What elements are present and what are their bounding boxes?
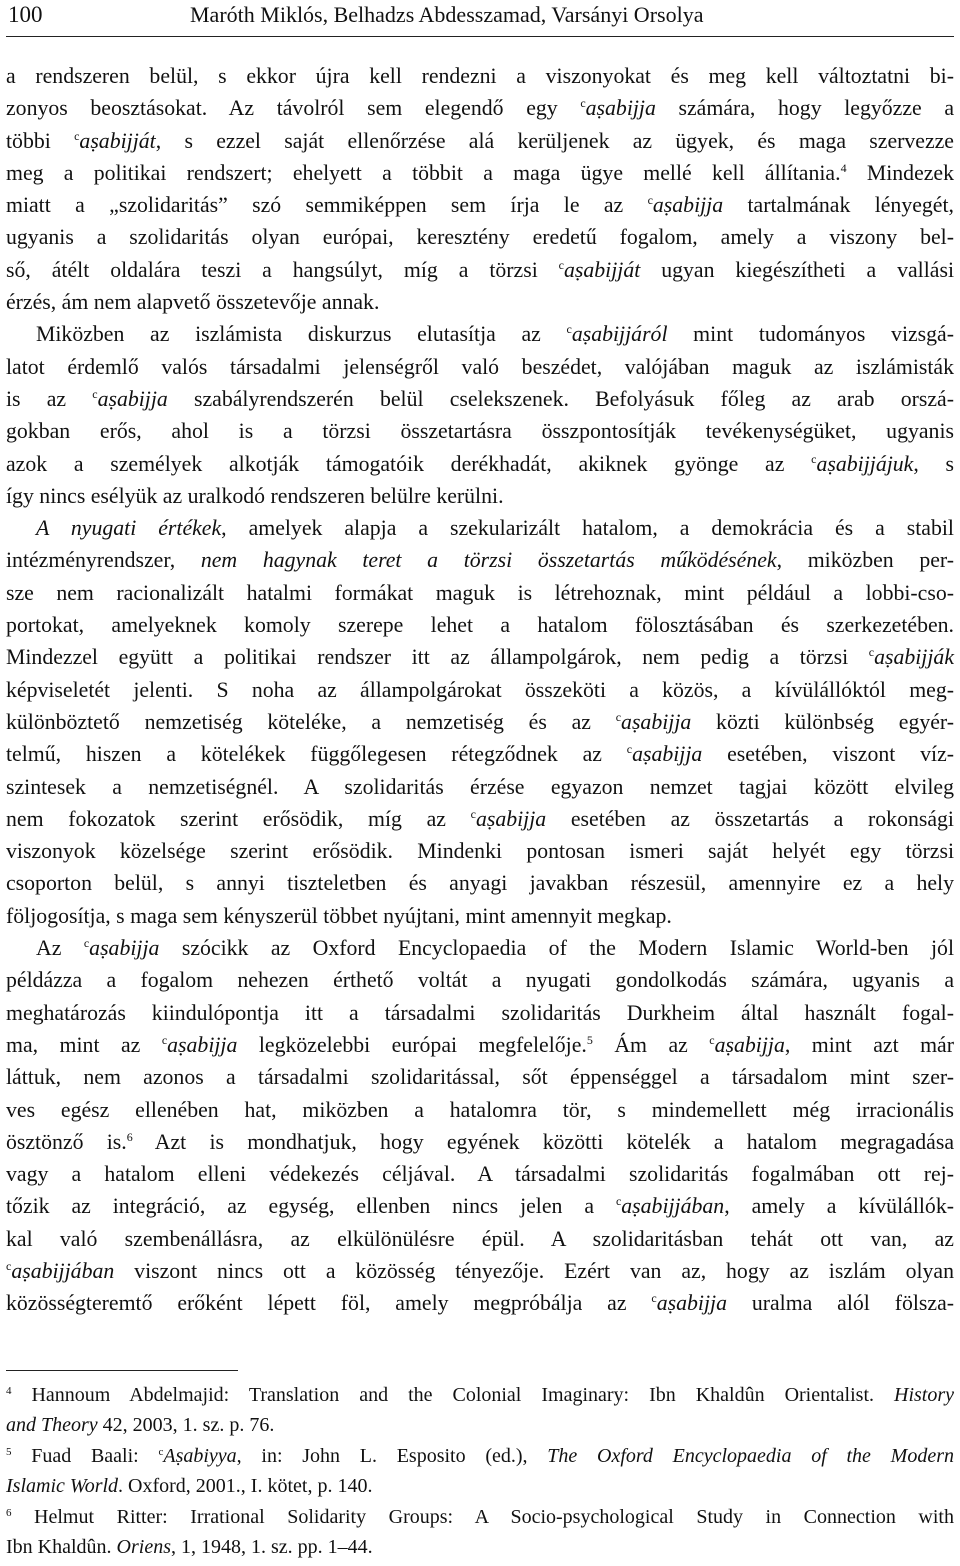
text-line: meghatározás kiindulópontja itt a társadalmi szolidaritás Durkheim által használt fogal- (6, 1000, 954, 1025)
text-line: ves egész ellenében hat, miközben a hatalomra tör, s mindemellett még irracionális (6, 1097, 954, 1122)
text-line: ösztönző is.$^6$ Azt is mondhatjuk, hogy egyének közötti kötelék a hatalom megragadása (6, 1129, 955, 1154)
text-line: gokban erős, ahol is a törzsi összetartásra összpontosítják tevékenységüket, ugyanis (6, 419, 954, 444)
text-line: vagy a hatalom elleni védekezés céljával. A társadalmi szolidaritás fogalmában ott rej- (6, 1162, 954, 1187)
text-line: portokat, amelyeknek komoly szerepe lehet a hatalom fölosztásában és szerkezetében. (6, 613, 954, 638)
page-header (6, 0, 954, 37)
text-line: így nincs esélyük az uralkodó rendszeren belülre kerülni. (6, 483, 504, 508)
footnote-line: $^4$ Hannoum Abdelmajid: Translation and the Colonial Imaginary: Ibn Khaldûn Orientalist. History (6, 1384, 954, 1406)
text-line: $^c$aṣabijjában viszont nincs ott a közösség tényezője. Ezért van az, hogy az iszlám olyan (6, 1258, 954, 1283)
footnote-line: $^6$ Helmut Ritter: Irrational Solidarity Groups: A Socio-psychological Study in Connection with (6, 1505, 954, 1528)
running-head: Maróth Miklós, Belhadzs Abdesszamad, Varsányi Orsolya (190, 2, 704, 27)
text-line: azok a személyek alkotják támogatóik derékhadát, akiknek gyönge az $^c$aṣabijjájuk, s (6, 451, 954, 476)
text-line: viszonyok közelsége szerint erősödik. Mindenki pontosan ismeri saját helyét egy törzsi (6, 839, 954, 864)
text-line: telmű, hiszen a kötelékek függőlegesen rétegződnek az $^c$aṣabijja esetében, viszont víz- (6, 742, 954, 767)
text-line: Mindezzel együtt a politikai rendszer itt az állampolgárok, nem pedig a törzsi $^c$aṣabijják (6, 645, 954, 670)
text-line: a rendszeren belül, s ekkor újra kell rendezni a viszonyokat és meg kell változtatni bi- (6, 64, 954, 88)
text-line: miatt a „szolidaritás” szó semmiképpen sem írja le az $^c$aṣabijja tartalmának lényegét, (6, 193, 954, 218)
text-line: tőzik az integráció, az egység, ellenben nincs jelen a $^c$aṣabijjában, amely a kívülállók- (6, 1194, 954, 1219)
text-line: csoporton belül, s annyi tiszteletben és anyagi javakban részesül, amennyire ez a hely (6, 871, 954, 896)
footnote-line: $^5$ Fuad Baali: $^c$Aṣabiyya, in: John L. Esposito (ed.), The Oxford Encyclopaedia of the Modern (6, 1444, 954, 1467)
footnote-line: Islamic World. Oxford, 2001., I. kötet, p. 140. (6, 1475, 373, 1498)
text-line: latot érdemlő valós társadalmi jelenségről való beszédet, valójában maguk az iszlámisták (6, 354, 954, 379)
body-text (6, 60, 954, 1320)
text-line: képviseletét jelenti. S noha az állampolgárokat összeköti a közös, a kívülállóktól meg- (6, 677, 954, 702)
text-line: zonyos beosztásokat. Az távolról sem elegendő egy $^c$aṣabijja számára, hogy legyőzze a (6, 96, 955, 121)
text-line: Az $^c$aṣabijja szócikk az Oxford Encyclopaedia of the Modern Islamic World-ben jól (36, 936, 954, 961)
text-line: szintesek a nemzetiségnél. A szolidaritás érzése egyazon nemzet tagjai között elvileg (6, 774, 954, 799)
text-line: A nyugati értékek, amelyek alapja a szekularizált hatalom, a demokrácia és a stabil (36, 516, 954, 541)
text-line: meg a politikai rendszert; ehelyett a többit a maga ügye mellé kell állítania.$^4$ Mindezek (6, 160, 954, 185)
text-line: is az $^c$aṣabijja szabályrendszerén belül cselekszenek. Befolyásuk főleg az arab orszá- (6, 386, 954, 411)
text-line: láttuk, nem azonos a társadalmi szolidaritással, sőt éppenséggel a társadalom mint szer- (6, 1065, 954, 1090)
text-line: kal való szembenállásra, az elkülönülésre épül. A szolidaritásban tehát ott van, az (6, 1226, 954, 1251)
text-line: példázza a fogalom nehezen érthető voltát a nyugati gondolkodás számára, ugyanis a (6, 968, 954, 993)
text-line: nem fokozatok szerint erősödik, míg az $^c$aṣabijja esetében az összetartás a rokonsági (6, 806, 954, 831)
footnote-line: and Theory 42, 2003, 1. sz. p. 76. (6, 1414, 275, 1437)
text-line: ső, átélt oldalára teszi a hangsúlyt, míg a törzsi $^c$aṣabijját ugyan kiegészítheti a vallási (6, 257, 954, 282)
page-number: 100 (8, 2, 43, 27)
text-line: többi $^c$aṣabijját, s ezzel saját ellenőrzése alá kerüljenek az ügyek, és maga szervezze (6, 128, 954, 153)
text-line: ma, mint az $^c$aṣabijja legközelebbi európai megfelelője.$^5$ Ám az $^c$aṣabijja, mint azt már (6, 1032, 954, 1057)
text-line: följogosítja, s maga sem kényszerül többet nyújtani, mint amennyit megkap. (6, 903, 672, 928)
text-line: sze nem racionalizált hatalmi formákat maguk is létrehoznak, mint például a lobbi-cso- (6, 580, 954, 605)
text-line: intézményrendszer, nem hagynak teret a törzsi összetartás működésének, miközben per- (6, 548, 954, 573)
footnote-line: Ibn Khaldûn. Oriens, 1, 1948, 1. sz. pp. 1–44. (6, 1535, 373, 1558)
footnote-separator (6, 1370, 238, 1371)
text-line: különböztető nemzetiség köteléke, a nemzetiség és az $^c$aṣabijja közti különbség egyér- (6, 709, 955, 734)
text-line: ugyanis a szolidaritás olyan európai, keresztény eredetű fogalom, amely a viszony bel- (6, 225, 954, 250)
footnotes (6, 1380, 954, 1562)
text-line: közösségteremtő erőként lépett föl, amely megpróbálja az $^c$aṣabijja uralma alól fölsza- (6, 1291, 955, 1316)
text-line: érzés, ám nem alapvető összetevője annak. (6, 290, 380, 315)
text-line: Miközben az iszlámista diskurzus elutasítja az $^c$aṣabijjáról mint tudományos vizsgá- (36, 322, 954, 347)
